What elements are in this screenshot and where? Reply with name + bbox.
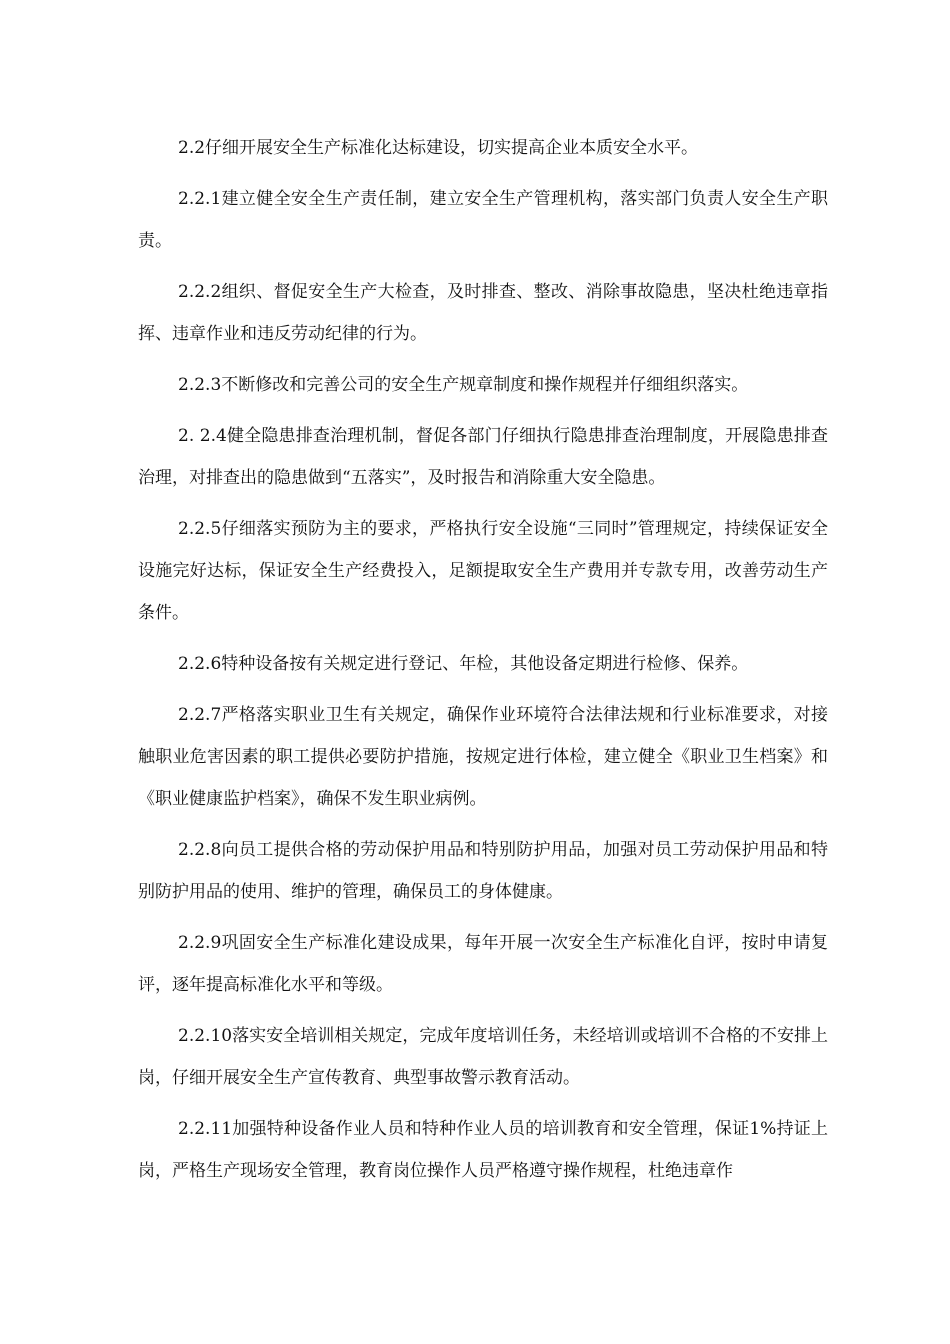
paragraph-2-2-10: 2.2.10落实安全培训相关规定，完成年度培训任务，未经培训或培训不合格的不安排上岗，仔细开展安全生产宣传教育、典型事故警示教育活动。 bbox=[138, 1026, 828, 1088]
document-body bbox=[138, 127, 828, 1201]
paragraph-2-2-7: 2.2.7严格落实职业卫生有关规定，确保作业环境符合法律法规和行业标准要求，对接触职业危害因素的职工提供必要防护措施，按规定进行体检，建立健全《职业卫生档案》和《职业健康监护档案》，确保不发生职业病例。 bbox=[138, 705, 828, 809]
paragraph-2-2-9: 2.2.9巩固安全生产标准化建设成果，每年开展一次安全生产标准化自评，按时申请复评，逐年提高标准化水平和等级。 bbox=[138, 933, 828, 995]
paragraph-2-2-6: 2.2.6特种设备按有关规定进行登记、年检，其他设备定期进行检修、保养。 bbox=[178, 654, 749, 674]
paragraph-2-2-3: 2.2.3不断修改和完善公司的安全生产规章制度和操作规程并仔细组织落实。 bbox=[178, 375, 749, 395]
paragraph-2-2: 2.2仔细开展安全生产标准化达标建设，切实提高企业本质安全水平。 bbox=[178, 138, 699, 158]
paragraph-2-2-4: 2. 2.4健全隐患排查治理机制，督促各部门仔细执行隐患排查治理制度，开展隐患排查治理，对排查出的隐患做到“五落实”，及时报告和消除重大安全隐患。 bbox=[138, 426, 828, 488]
paragraph-2-2-8: 2.2.8向员工提供合格的劳动保护用品和特别防护用品，加强对员工劳动保护用品和特别防护用品的使用、维护的管理，确保员工的身体健康。 bbox=[138, 840, 828, 902]
paragraph-2-2-2: 2.2.2组织、督促安全生产大检查，及时排查、整改、消除事故隐患，坚决杜绝违章指挥、违章作业和违反劳动纪律的行为。 bbox=[138, 282, 828, 344]
paragraph-2-2-1: 2.2.1建立健全安全生产责任制，建立安全生产管理机构，落实部门负责人安全生产职责。 bbox=[138, 189, 828, 251]
paragraph-2-2-11: 2.2.11加强特种设备作业人员和特种作业人员的培训教育和安全管理，保证1%持证上岗，严格生产现场安全管理，教育岗位操作人员严格遵守操作规程，杜绝违章作 bbox=[138, 1119, 828, 1181]
paragraph-2-2-5: 2.2.5仔细落实预防为主的要求，严格执行安全设施“三同时”管理规定，持续保证安全设施完好达标，保证安全生产经费投入，足额提取安全生产费用并专款专用，改善劳动生产条件。 bbox=[138, 519, 828, 623]
